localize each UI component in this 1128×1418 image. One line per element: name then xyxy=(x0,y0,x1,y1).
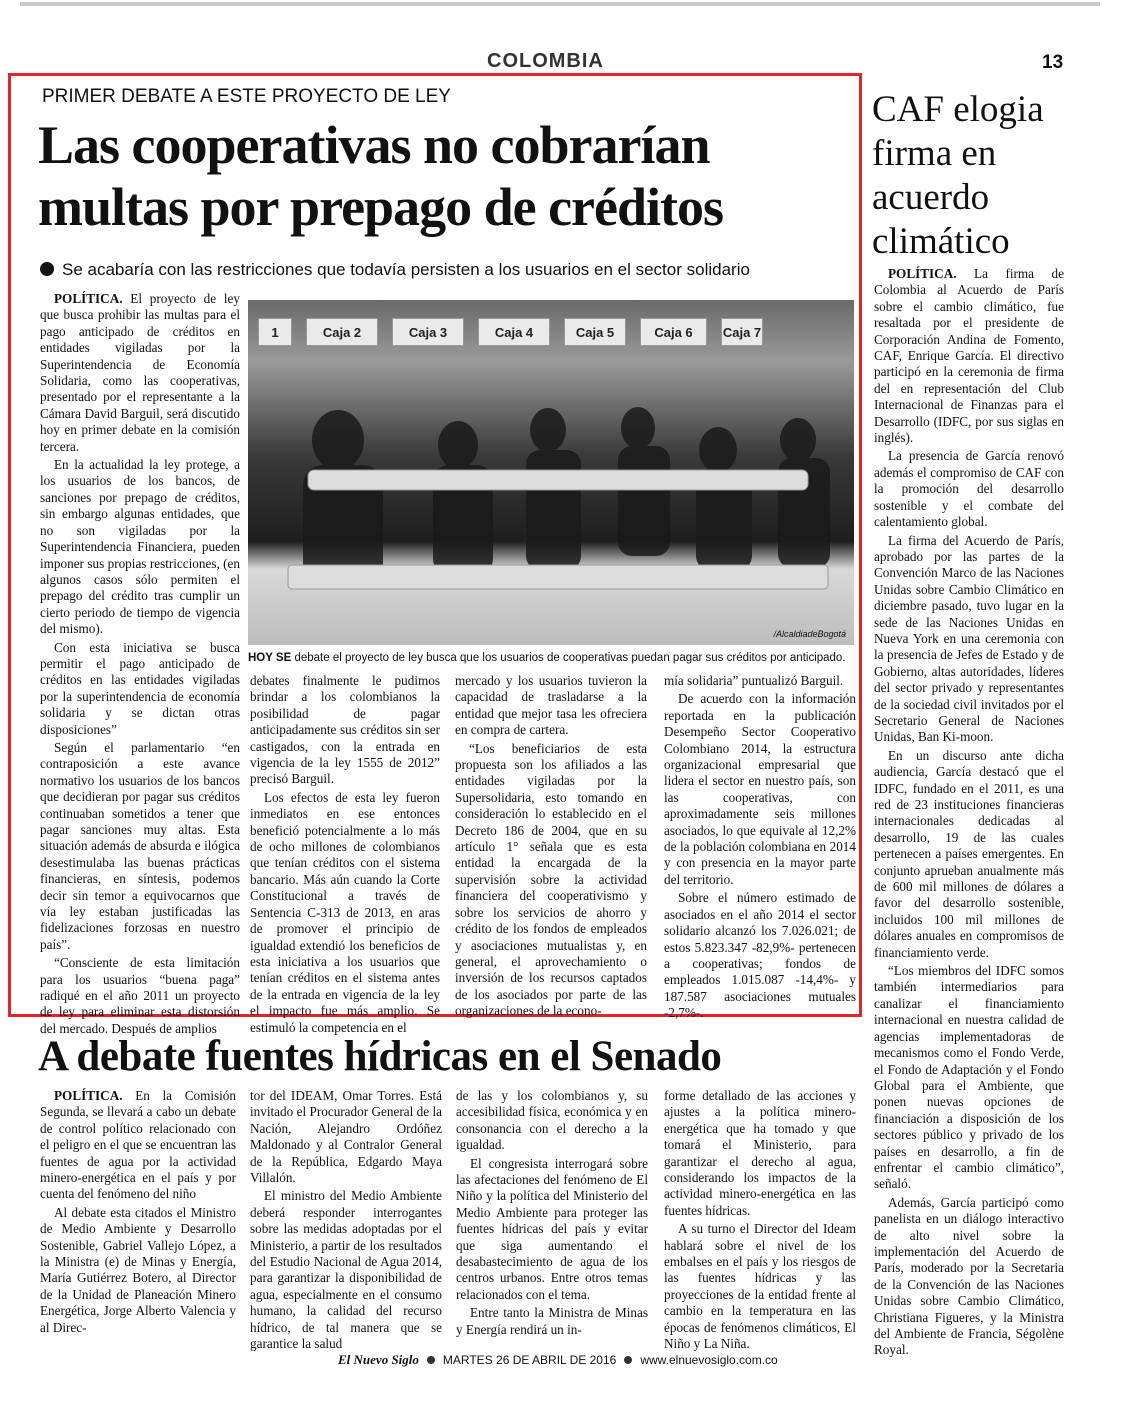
footer-brand: El Nuevo Siglo xyxy=(338,1352,419,1367)
article-paragraph xyxy=(664,890,856,1021)
second-column-2 xyxy=(250,1088,442,1355)
paragraph-text: Sobre el número estimado de asociados en el año 2014 el sector solidario alcanzó los 7.026.021; de estos 5.823.347 -82,9%- pertenecen a cooperativas; fondos de empleados 1.015.087 -14,4%- y 187.587 asociaciones mutuales -2,7%-. xyxy=(664,890,856,1021)
news-photo xyxy=(248,300,854,645)
counter-sign: Caja 6 xyxy=(640,318,707,346)
main-headline: Las cooperativas no cobrarían multas por prepago de créditos xyxy=(38,115,723,237)
paragraph-lead: POLÍTICA. xyxy=(888,266,957,281)
photo-caption xyxy=(248,652,854,664)
article-paragraph xyxy=(40,291,240,455)
article-paragraph xyxy=(250,1188,442,1352)
article-paragraph xyxy=(456,1156,648,1304)
article-paragraph xyxy=(250,673,440,788)
counter-sign: Caja 3 xyxy=(392,318,464,346)
counter-sign: Caja 5 xyxy=(564,318,626,346)
paragraph-text: Además, García participó como panelista en un diálogo interactivo de alto nivel sobre la implementación del Acuerdo de París, moderado por la Secretaria de la Convención de las Naciones Unidas sobre Cambio Climático, Christiana Figueres, y la Ministra del Ambiente de Francia, Ségolène Royal. xyxy=(874,1194,1064,1358)
side-headline: CAF elogia firma en acuerdo climático xyxy=(872,89,1044,262)
paragraph-text: forme detallado de las acciones y ajustes a la política minero-energética que ha tomado y que tomará el Ministerio, para garantizar el derecho al agua, considerando los impactos de la actividad minero-energética en las fuentes hídricas. xyxy=(664,1088,856,1218)
crowd-illustration xyxy=(248,300,854,645)
paragraph-text: Con esta iniciativa se busca permitir el pago anticipado de créditos en las entidades vigiladas por la superintendencia de economía solidaria y se dictan otras disposiciones” xyxy=(40,639,240,737)
article-paragraph xyxy=(874,1195,1064,1359)
article-paragraph xyxy=(250,790,440,1036)
paragraph-lead: POLÍTICA. xyxy=(54,1088,123,1103)
article-paragraph xyxy=(40,955,240,1037)
article-paragraph xyxy=(40,740,240,953)
second-headline: A debate fuentes hídricas en el Senado xyxy=(38,1033,722,1080)
deck-text: Se acabaría con las restricciones que todavía persisten a los usuarios en el sector solidario xyxy=(62,260,750,279)
side-column xyxy=(874,266,1064,1361)
page-footer xyxy=(338,1352,778,1368)
main-column-3 xyxy=(455,673,647,1022)
paragraph-text: mía solidaria” puntualizó Barguil. xyxy=(664,673,844,688)
paragraph-text: En la actualidad la ley protege, a los usuarios de los bancos, de sanciones por prepago de créditos, sin embargo algunas entidades, que no son vigiladas por la Superintendencia Financiera, pueden imponer sus propias restricciones, (en algunos casos sólo permiten el prepago del crédito tras cumplir un cierto periodo de tiempo de vigencia del mismo). xyxy=(40,457,240,637)
article-paragraph xyxy=(874,748,1064,961)
article-paragraph xyxy=(40,640,240,738)
paragraph-text: De acuerdo con la información reportada en la publicación Desempeño Sector Cooperativo Colombiano 2014, la estructura organizacional empresarial que lidera el sector en nuestro país, son las cooperativas, con aproximadamente seis millones asociados, lo que equivale al 12,2% de la población colombiana en 2014 y con presencia en la mayor parte del territorio. xyxy=(664,691,856,887)
article-paragraph xyxy=(40,457,240,637)
section-label: COLOMBIA xyxy=(487,50,604,72)
paragraph-text: En un discurso ante dicha audiencia, García destacó que el IDFC, fundado en el 2011, es una red de 23 instituciones financieras internacionales dedicadas al desarrollo, 19 de las cuales pertenecen a países emergentes. En conjunto aprueban anualmente más de 600 mil millones de dólares a favor del desarrollo sostenible, incluidos 100 mil millones de dólares anuales en compromisos de financiamiento verde. xyxy=(874,747,1064,960)
footer-date: MARTES 26 DE ABRIL DE 2016 xyxy=(442,1353,617,1367)
footer-dot-icon xyxy=(427,1356,435,1364)
article-paragraph xyxy=(40,1205,236,1336)
top-edge-rule xyxy=(20,2,1100,6)
paragraph-text: La presencia de García renovó además el compromiso de CAF con la promoción del desarrollo sostenible y el combate del calentamiento global. xyxy=(874,448,1064,530)
paragraph-text: El ministro del Medio Ambiente deberá responder interrogantes sobre las medidas adoptadas por el Ministerio, a partir de los resultados del Estudio Nacional de Agua 2014, para garantizar la disponibilidad de agua, especialmente en el consumo humano, la calidad del recurso hídrico, de tal manera que se garantice la salud xyxy=(250,1188,442,1352)
article-paragraph xyxy=(456,1088,648,1154)
paragraph-text: Según el parlamentario “en contraposición a este avance normativo los usuarios de los bancos que decidieran por pagar sus créditos continuaban sometidos a tener que pagar sanciones muy altas. Esta situación además de absurda e ilógica desestimulaba las buenas prácticas financieras, en síntesis, podemos decir sin temor a equivocarnos que vía ley estaban justificadas las fidelizaciones forzosas en nuestro país”. xyxy=(40,739,240,952)
article-paragraph xyxy=(456,1305,648,1338)
second-column-3 xyxy=(456,1088,648,1340)
paragraph-text: tor del IDEAM, Omar Torres. Está invitado el Procurador General de la Nación, Alejandro Ordóñez Maldonado y al Contralor General de la República, Edgardo Maya Villalón. xyxy=(250,1088,442,1186)
paragraph-text: El congresista interrogará sobre las afectaciones del fenómeno de El Niño y la política del Ministerio del Medio Ambiente para proteger las fuentes hídricas del país y evitar que siga aumentando el desabastecimiento de agua de los centros urbanos. Entre otros temas relacionados con el tema. xyxy=(456,1155,648,1302)
caption-text: debate el proyecto de ley busca que los usuarios de cooperativas puedan pagar sus créditos por anticipado. xyxy=(291,652,846,664)
paragraph-lead: POLÍTICA. xyxy=(54,291,123,306)
paragraph-text: A su turno el Director del Ideam hablará sobre el nivel de los embalses en el país y los riesgos de las fuentes hídricas y las proyecciones de la entidad frente al cambio en la temperatura en las épocas de fenómenos climáticos, El Niño y La Niña. xyxy=(664,1221,856,1352)
footer-dot-icon xyxy=(624,1356,632,1364)
article-paragraph xyxy=(874,963,1064,1193)
paragraph-text: “Los beneficiarios de esta propuesta son los afiliados a las entidades vigiladas por la Supersolidaria, esto tomando en consideración lo establecido en el Decreto 186 de 2004, que en su artículo 1° señala que es esta entidad la encargada de la supervisión sobre la actividad financiera del cooperativismo y sobre los servicios de ahorro y crédito de los fondos de empleados y asociaciones mutualistas y, en general, el aprovechamiento o inversión de los recursos captados de los asociados por parte de las organizaciones de la econo- xyxy=(455,740,647,1019)
caption-lead: HOY SE xyxy=(248,652,292,664)
counter-sign: 1 xyxy=(258,318,292,346)
footer-url: www.elnuevosiglo.com.co xyxy=(640,1353,778,1367)
article-paragraph xyxy=(40,1088,236,1203)
main-column-4 xyxy=(664,673,856,1024)
article-paragraph xyxy=(874,448,1064,530)
paragraph-text: “Consciente de esta limitación para los usuarios “buena paga” radiqué en el año 2011 un proyecto de ley para eliminar esta distorsión del mercado. Después de amplios xyxy=(40,955,240,1036)
main-deck xyxy=(40,260,840,280)
main-column-2 xyxy=(250,673,440,1038)
article-paragraph xyxy=(664,691,856,888)
counter-sign: Caja 7 xyxy=(721,318,763,346)
paragraph-text: Entre tanto la Ministra de Minas y Energía rendirá un in- xyxy=(456,1305,648,1337)
main-column-1 xyxy=(40,291,240,1039)
second-column-4 xyxy=(664,1088,856,1355)
main-kicker: PRIMER DEBATE A ESTE PROYECTO DE LEY xyxy=(42,86,451,107)
counter-sign: Caja 4 xyxy=(478,318,550,346)
paragraph-text: La firma del Acuerdo de París, aprobado por las partes de la Convención Marco de las Naciones Unidas sobre Cambio Climático en diciembre pasado, tuvo lugar en la sede de las Naciones Unidas en Nueva York en una ceremonia con la presencia de Jefes de Estado y de Gobierno, altas autoridades, líderes del sector privado y representantes de la sociedad civil invitados por el Secretario General de Naciones Unidas, Ban Ki-moon. xyxy=(874,532,1064,745)
paragraph-text: “Los miembros del IDFC somos también intermediarios para canalizar el financiamiento internacional en nuestra calidad de agencias implementadoras de mecanismos como el Fondo Verde, el Fondo de Adaptación y el Fondo Global para el Ambiente, que ponen nuevas opciones de financiación a disposición de los sectores público y privado de los países en desarrollo, a fin de enfrentar el cambio climático”, señaló. xyxy=(874,963,1064,1192)
paragraph-text: mercado y los usuarios tuvieron la capacidad de trasladarse a la entidad que mejor tasa les ofreciera en compra de cartera. xyxy=(455,673,647,738)
article-paragraph xyxy=(455,673,647,739)
paragraph-text: debates finalmente le pudimos brindar a los colombianos la posibilidad de pagar anticipadamente sus créditos sin ser castigados, con la entrada en vigencia de la ley 1555 de 2012” precisó Barguil. xyxy=(250,673,440,787)
photo-credit: /AlcaldiadeBogotá xyxy=(773,629,846,639)
article-paragraph xyxy=(455,741,647,1020)
article-paragraph xyxy=(874,266,1064,446)
paragraph-text: En la Comisión Segunda, se llevará a cabo un debate de control político relacionado con el peligro en el que se encuentran las fuentes de agua por la actividad minero-energética en el país y por cuenta del fenómeno del niño xyxy=(40,1088,236,1202)
article-paragraph xyxy=(664,1088,856,1219)
article-paragraph xyxy=(664,673,856,689)
paragraph-text: El proyecto de ley que busca prohibir las multas para el pago anticipado de créditos en entidades vigiladas por la Superintendencia de Economía Solidaria, como las cooperativas, presentado por el representante a la Cámara David Barguil, será discutido hoy en primer debate en la comisión tercera. xyxy=(40,291,240,454)
second-column-1 xyxy=(40,1088,236,1338)
article-paragraph xyxy=(250,1088,442,1186)
counter-sign: Caja 2 xyxy=(306,318,378,346)
paragraph-text: Los efectos de esta ley fueron inmediatos en ese entonces benefició potencialmente a lo más de ocho millones de colombianos que tenían créditos con el sistema bancario. Más aún cuando la Corte Constitucional a través de Sentencia C-313 de 2013, en aras de promover el principio de igualdad extendió los beneficios de esta iniciativa a los usuarios que tenían créditos en el sistema antes de la entrada en vigencia de la ley el impacto fue más amplio. Se estimuló la competencia en el xyxy=(250,789,440,1035)
bullet-icon xyxy=(40,262,54,276)
article-paragraph xyxy=(664,1221,856,1352)
page-number: 13 xyxy=(1042,52,1064,73)
paragraph-text: La firma de Colombia al Acuerdo de París sobre el cambio climático, fue resaltada por el presidente de Corporación Andina de Fomento, CAF, Enrique García. El directivo participó en la ceremonia de firma del en representación del Club Internacional de Finanzas para el Desarrollo (IDFC, por sus siglas en inglés). xyxy=(874,266,1064,446)
paragraph-text: Al debate esta citados el Ministro de Medio Ambiente y Desarrollo Sostenible, Gabriel Vallejo López, a la Ministra (e) de Minas y Energía, María Gutiérrez Botero, al Director de la Unidad de Planeación Minero Energética, Jorge Alberto Valencia y al Direc- xyxy=(40,1204,236,1335)
article-paragraph xyxy=(874,533,1064,746)
paragraph-text: de las y los colombianos y, su accesibilidad física, económica y en consonancia con el derecho a la igualdad. xyxy=(456,1088,648,1153)
